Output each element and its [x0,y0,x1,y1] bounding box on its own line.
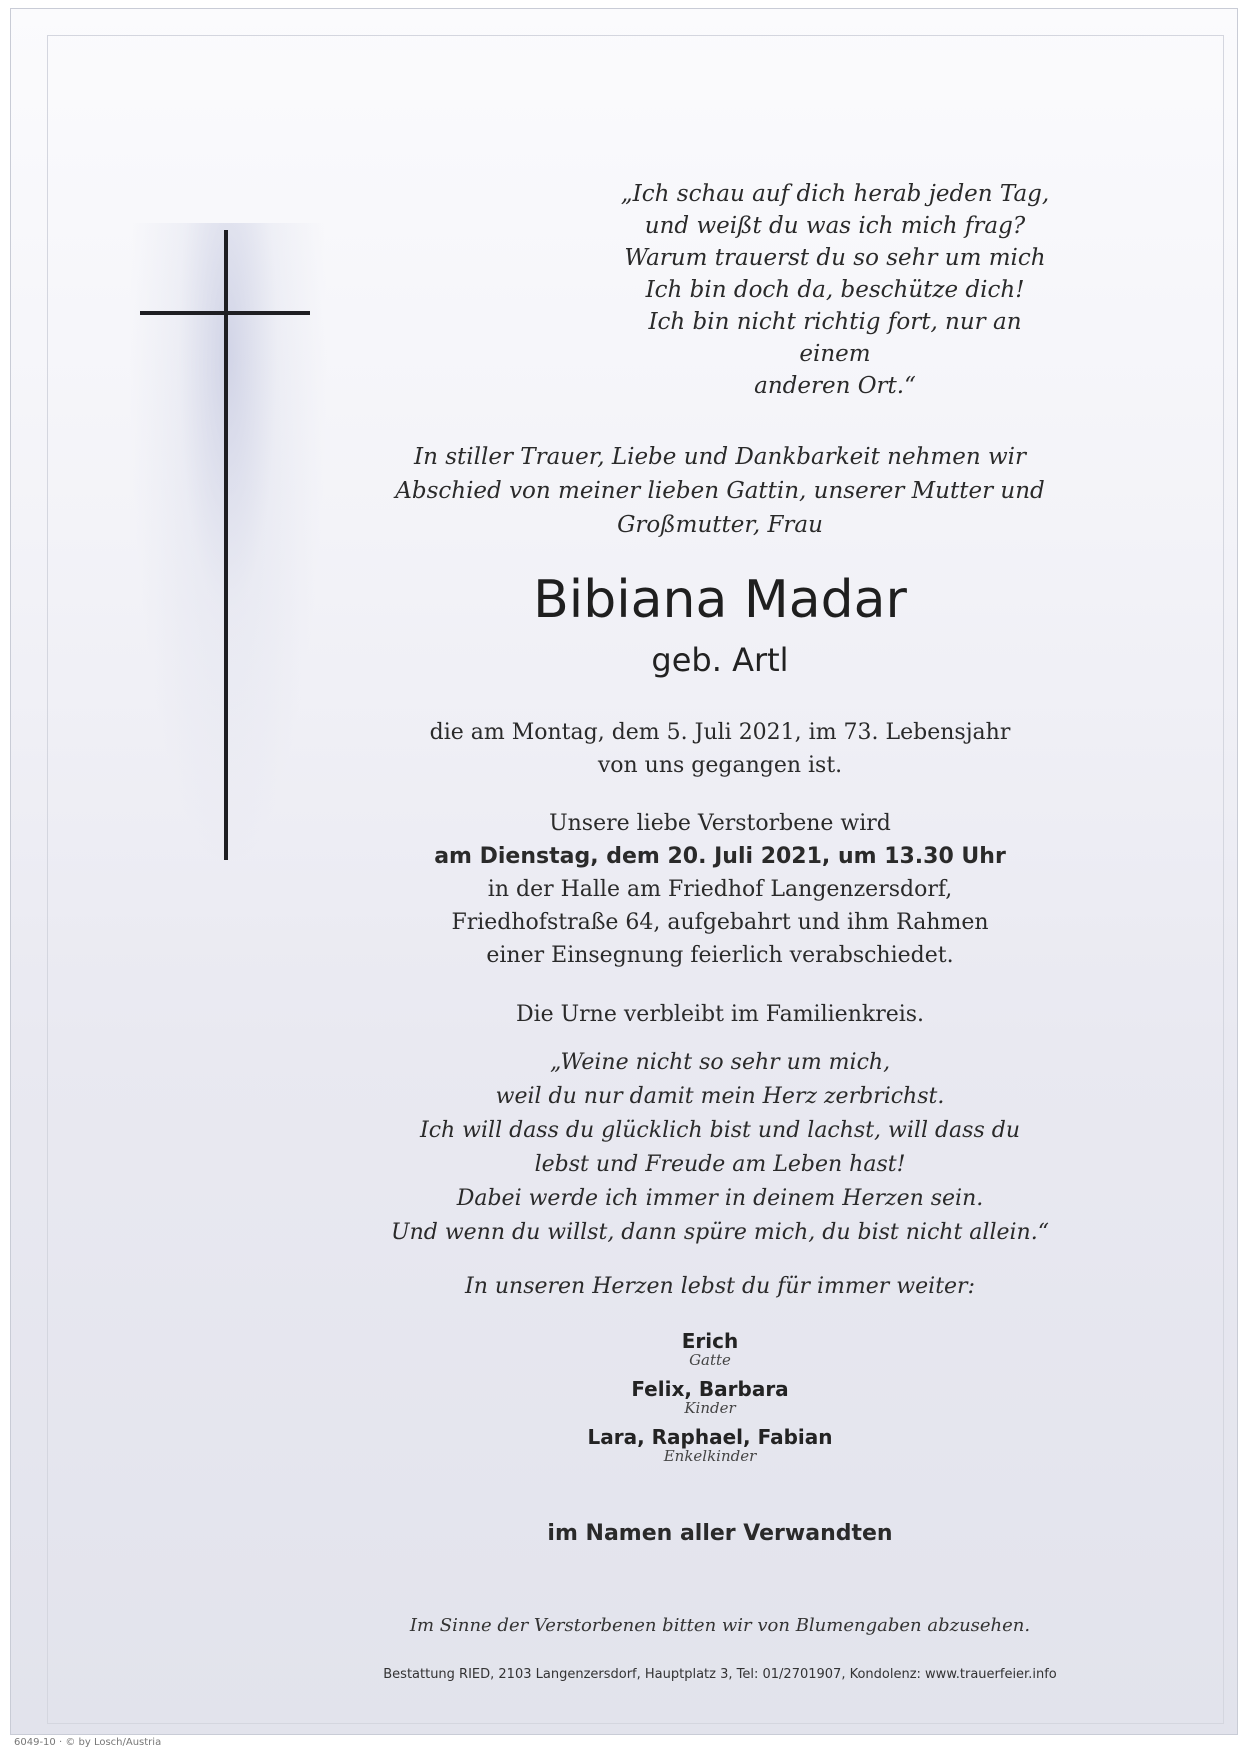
poem-bottom-line: Ich will dass du glücklich bist und lachst, will dass du [420,1118,1020,1143]
mourner-entry [480,1330,940,1368]
intro-line: In stiller Trauer, Liebe und Dankbarkeit nehmen wir [414,444,1026,470]
service-details [380,807,1060,972]
urn-note: Die Urne verbleibt im Familienkreis. [515,1002,925,1027]
funeral-home-footer: Bestattung RIED, 2103 Langenzersdorf, Hauptplatz 3, Tel: 01/2701907, Kondolenz: www.trauerfeier.info [383,1667,1057,1682]
intro-text [380,440,1060,542]
mourner-name: Felix, Barbara [631,1377,789,1401]
cross-horizontal-bar [140,311,310,315]
poem-top-line: „Ich schau auf dich herab jeden Tag, [620,181,1050,207]
poem-top-line: Ich bin nicht richtig fort, nur an einem [648,309,1022,367]
hearts-line: In unseren Herzen lebst du für immer weiter: [465,1274,975,1299]
cross-glow [128,223,328,873]
mourner-role: Gatte [689,1351,731,1369]
service-line: Unsere liebe Verstorbene wird [549,811,891,836]
poem-top [620,178,1050,402]
service-date: am Dienstag, dem 20. Juli 2021, um 13.30 Uhr [434,844,1006,869]
poem-bottom-line: „Weine nicht so sehr um mich, [549,1050,891,1075]
poem-top-line: Ich bin doch da, beschütze dich! [645,277,1025,303]
deceased-name: Bibiana Madar [533,570,907,630]
mourner-role: Enkelkinder [663,1447,757,1465]
poem-top-line: und weißt du was ich mich frag? [644,213,1026,239]
flowers-request: Im Sinne der Verstorbenen bitten wir von Blumengaben abzusehen. [409,1615,1031,1636]
poem-bottom-line: weil du nur damit mein Herz zerbrichst. [495,1084,945,1109]
deceased-birth-name: geb. Artl [651,641,789,679]
poem-bottom [380,1046,1060,1250]
mourner-name: Erich [681,1329,739,1353]
service-line: Friedhofstraße 64, aufgebahrt und ihm Rahmen [451,910,989,935]
print-credit: 6049-10 · © by Losch/Austria [14,1737,162,1748]
service-line: einer Einsegnung feierlich verabschiedet. [486,943,954,968]
death-notice [380,716,1060,782]
poem-bottom-line: lebst und Freude am Leben hast! [534,1152,906,1177]
service-line: in der Halle am Friedhof Langenzersdorf, [487,877,953,902]
mourner-entry [480,1426,940,1464]
relatives-line: im Namen aller Verwandten [547,1521,893,1546]
death-notice-line: die am Montag, dem 5. Juli 2021, im 73. Lebensjahr [429,720,1011,745]
poem-bottom-line: Dabei werde ich immer in deinem Herzen sein. [456,1186,984,1211]
poem-bottom-line: Und wenn du willst, dann spüre mich, du bist nicht allein.“ [391,1220,1049,1245]
mourner-entry [480,1378,940,1416]
poem-top-line: anderen Ort.“ [754,373,916,399]
death-notice-line: von uns gegangen ist. [597,753,843,778]
intro-line: Abschied von meiner lieben Gattin, unserer Mutter und [395,478,1045,504]
poem-top-line: Warum trauerst du so sehr um mich [624,245,1046,271]
cross-vertical-bar [224,230,228,860]
mourner-name: Lara, Raphael, Fabian [587,1425,833,1449]
mourners-list [480,1330,940,1474]
mourner-role: Kinder [684,1399,736,1417]
intro-line: Großmutter, Frau [617,512,823,538]
